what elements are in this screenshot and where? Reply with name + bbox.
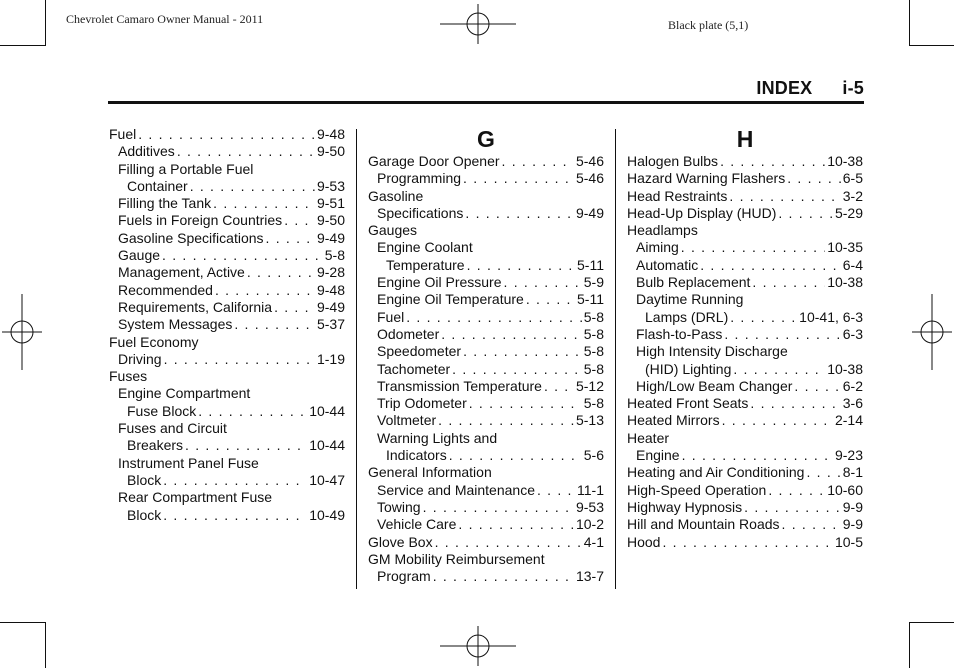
dot-leader [185, 437, 307, 454]
index-entry-page: 5-11 [577, 256, 604, 273]
index-entry-page: 6-5 [842, 170, 863, 187]
index-entry-text: Filling the Tank [118, 195, 212, 212]
dot-leader [806, 464, 840, 481]
dot-leader [164, 351, 315, 368]
index-entry-text: High/Low Beam Changer [636, 377, 793, 394]
index-entry-text: Instrument Panel Fuse [118, 454, 259, 471]
index-entry-page: 10-41, 6-3 [799, 308, 863, 325]
index-entry-page: 9-48 [316, 126, 345, 142]
registration-mark-top-icon [440, 4, 516, 44]
index-entry-page: 10-35 [827, 239, 863, 256]
index-entry [368, 343, 604, 360]
index-entry [627, 326, 863, 343]
index-entry [368, 361, 604, 378]
index-entry-page: 9-49 [316, 298, 345, 315]
dot-leader [700, 257, 841, 274]
index-entry-text: Odometer [377, 325, 440, 342]
index-entry-page: 5-8 [583, 308, 604, 325]
index-entry-text: Garage Door Opener [368, 153, 500, 169]
dot-leader [449, 447, 582, 464]
index-entry-page: 9-49 [575, 204, 604, 221]
index-entry-text: Gasoline Specifications [118, 229, 264, 246]
index-entry [627, 188, 863, 205]
index-entry-page: 5-9 [583, 274, 604, 291]
dot-leader [467, 257, 575, 274]
dot-leader [213, 195, 315, 212]
index-entry-page: 4-1 [583, 533, 604, 550]
index-entry-text: Glove Box [368, 533, 433, 550]
index-entry [368, 516, 604, 533]
index-entry-text: System Messages [118, 316, 233, 333]
index-entry-text: Specifications [377, 204, 464, 221]
dot-leader [274, 299, 315, 316]
dot-leader [782, 516, 841, 533]
index-entry-text: Fuses and Circuit [118, 420, 227, 437]
dot-leader [163, 472, 307, 489]
index-entry [368, 326, 604, 343]
index-entry [368, 447, 604, 464]
index-entry-page: 10-49 [309, 506, 345, 523]
index-entry-page: 9-53 [575, 498, 604, 515]
index-entry-page: 6-4 [842, 256, 863, 273]
index-entry-text: Lamps (DRL) [645, 308, 729, 325]
dot-leader [441, 326, 582, 343]
dot-leader [452, 361, 582, 378]
index-entry-text: Fuse Block [127, 402, 197, 419]
index-entry-text: Engine Oil Temperature [377, 291, 524, 308]
index-entry-page: 5-29 [834, 204, 863, 221]
index-entry-text: Engine Coolant [377, 239, 473, 256]
index-entry-page: 13-7 [575, 568, 604, 585]
dot-leader [504, 274, 582, 291]
dot-leader [768, 482, 825, 499]
dot-leader [682, 447, 833, 464]
index-entry-text: Program [377, 568, 431, 585]
dot-leader [722, 412, 833, 429]
dot-leader [433, 568, 574, 585]
index-entry [368, 412, 604, 429]
index-entry-text: Aiming [636, 239, 679, 256]
dot-leader [744, 499, 841, 516]
index-entry-page: 10-5 [834, 533, 863, 550]
index-entry [627, 222, 863, 239]
index-entry [368, 205, 604, 222]
index-entry-page: 5-8 [583, 325, 604, 342]
index-entry-page: 5-12 [575, 377, 604, 394]
dot-leader [794, 378, 840, 395]
index-entry-text: Block [127, 506, 162, 523]
index-entry [627, 153, 863, 170]
index-entry-page: 5-37 [316, 316, 345, 333]
index-entry-page: 9-50 [316, 212, 345, 229]
index-entry [368, 378, 604, 395]
index-entry-text: Fuel Economy [109, 333, 199, 350]
index-entry-text: Towing [377, 498, 421, 515]
dot-leader [163, 507, 307, 524]
index-entry-page: 10-47 [309, 471, 345, 488]
column-divider-1 [356, 129, 357, 589]
index-entry-text: Heating and Air Conditioning [627, 464, 805, 481]
index-entry [109, 368, 345, 385]
index-entry-text: Heated Mirrors [627, 412, 720, 429]
index-entry-text: Highway Hypnosis [627, 498, 743, 515]
index-entry [627, 309, 863, 326]
dot-leader [423, 499, 574, 516]
index-entry [627, 291, 863, 308]
dot-leader [463, 343, 582, 360]
index-entry-page: 6-3 [842, 325, 863, 342]
registration-mark-bottom-icon [440, 626, 516, 666]
index-entry [627, 534, 863, 551]
index-entry-text: Hazard Warning Flashers [627, 170, 786, 187]
index-entry-page: 9-49 [316, 229, 345, 246]
index-entry-text: Transmission Temperature [377, 377, 542, 394]
index-entry [627, 395, 863, 412]
index-entry [368, 534, 604, 551]
index-entry-text: Driving [118, 350, 162, 367]
index-column-1 [109, 126, 345, 524]
registration-mark-right-icon [912, 294, 952, 370]
index-entry-text: Flash-to-Pass [636, 325, 723, 342]
index-entry [109, 126, 345, 143]
dot-leader [537, 482, 575, 499]
index-entry-text: Halogen Bulbs [627, 153, 719, 169]
dot-leader [469, 395, 582, 412]
document-plate-label: Black plate (5,1) [668, 18, 749, 32]
crop-mark-bottom-left-horizontal [0, 622, 46, 623]
index-entry [627, 499, 863, 516]
index-entry-page: 9-50 [316, 143, 345, 160]
index-column-2 [368, 126, 604, 585]
dot-leader [787, 170, 841, 187]
index-entry-text: Container [127, 177, 188, 194]
crop-mark-top-left-vertical [45, 0, 46, 46]
dot-leader [190, 178, 315, 195]
dot-leader [778, 205, 833, 222]
index-entry-page: 5-46 [575, 153, 604, 169]
index-entry-text: Warning Lights and [377, 429, 498, 446]
index-entry-text: Trip Odometer [377, 395, 467, 412]
index-entry-page: 9-23 [834, 447, 863, 464]
index-entry-text: High Intensity Discharge [636, 343, 788, 360]
index-entry [109, 316, 345, 333]
index-entry [109, 385, 345, 402]
index-entry [627, 378, 863, 395]
index-entry [109, 195, 345, 212]
index-entry [368, 395, 604, 412]
index-entry [109, 507, 345, 524]
index-entry [109, 247, 345, 264]
index-entry-page: 10-38 [827, 153, 863, 169]
index-entry-text: Speedometer [377, 343, 462, 360]
index-entry [109, 351, 345, 368]
index-entry [627, 274, 863, 291]
index-entry-text: Indicators [386, 447, 447, 464]
index-entry-text: Engine Oil Pressure [377, 274, 502, 291]
index-entry [627, 447, 863, 464]
crop-mark-top-right-vertical [909, 0, 910, 46]
index-entry-text: Head Restraints [627, 187, 728, 204]
dot-leader [438, 412, 574, 429]
index-entry-text: Fuses [109, 368, 148, 385]
dot-leader [465, 205, 574, 222]
index-entry-text: GM Mobility Reimbursement [368, 550, 545, 567]
index-entry-text: Daytime Running [636, 291, 744, 308]
section-letter: G [477, 126, 495, 152]
index-entry-page: 5-8 [583, 360, 604, 377]
index-entry-page: 9-28 [316, 264, 345, 281]
running-head [756, 78, 864, 99]
index-entry-text: Programming [377, 170, 462, 187]
dot-leader [502, 153, 574, 170]
index-entry-page: 11-1 [577, 481, 604, 498]
index-entry-text: (HID) Lighting [645, 360, 732, 377]
dot-leader [198, 403, 307, 420]
dot-leader [724, 326, 840, 343]
index-entry [109, 334, 345, 351]
dot-leader [234, 316, 315, 333]
index-entry [627, 482, 863, 499]
index-entry [368, 464, 604, 481]
dot-leader [730, 309, 797, 326]
dot-leader [662, 534, 833, 551]
index-entry-text: Gasoline [368, 187, 424, 204]
index-entry-page: 6-2 [842, 377, 863, 394]
index-entry-page: 10-38 [827, 360, 863, 377]
index-entry-text: Management, Active [118, 264, 245, 281]
dot-leader [750, 395, 840, 412]
index-entry-text: High-Speed Operation [627, 481, 767, 498]
index-entry-page: 1-19 [316, 350, 345, 367]
index-entry [368, 274, 604, 291]
index-entry [109, 299, 345, 316]
index-entry [368, 153, 604, 170]
index-entry-text: Breakers [127, 437, 184, 454]
index-entry [109, 489, 345, 506]
index-entry [368, 257, 604, 274]
dot-leader [544, 378, 574, 395]
index-entry-page: 8-1 [842, 464, 863, 481]
index-entry-text: Hood [627, 533, 661, 550]
index-entry-text: Filling a Portable Fuel [118, 160, 254, 177]
index-entry-page: 5-46 [575, 170, 604, 187]
index-entry-text: Block [127, 471, 162, 488]
index-entry [368, 170, 604, 187]
index-entry-page: 5-8 [583, 395, 604, 412]
crop-mark-bottom-left-vertical [45, 622, 46, 668]
index-entry-text: Engine Compartment [118, 385, 251, 402]
index-entry-page: 5-13 [575, 412, 604, 429]
dot-leader [729, 188, 840, 205]
index-entry [368, 188, 604, 205]
index-entry-page: 2-14 [834, 412, 863, 429]
index-entry-text: Fuel [109, 126, 137, 142]
index-entry-text: Rear Compartment Fuse [118, 489, 273, 506]
index-column-3 [627, 126, 863, 551]
index-entry [109, 178, 345, 195]
dot-leader [138, 126, 315, 143]
index-entry [627, 343, 863, 360]
index-entry-text: Vehicle Care [377, 516, 457, 533]
index-entry-text: Head-Up Display (HUD) [627, 204, 777, 221]
index-entry-page: 5-8 [583, 343, 604, 360]
dot-leader [526, 291, 575, 308]
index-entry-text: Fuel [377, 308, 405, 325]
dot-leader [752, 274, 825, 291]
index-entry-text: Heater [627, 429, 670, 446]
dot-leader [177, 143, 315, 160]
index-entry-page: 5-8 [324, 247, 345, 264]
index-entry-page: 9-48 [316, 281, 345, 298]
index-entry-text: Bulb Replacement [636, 274, 751, 291]
index-entry [109, 420, 345, 437]
index-entry [368, 482, 604, 499]
index-entry [109, 212, 345, 229]
dot-leader [162, 247, 323, 264]
index-entry [109, 455, 345, 472]
dot-leader [284, 212, 315, 229]
crop-mark-top-left-horizontal [0, 45, 46, 46]
index-entry-text: Tachometer [377, 360, 451, 377]
index-entry-page: 10-44 [309, 402, 345, 419]
index-entry-page: 9-51 [316, 195, 345, 212]
index-entry [368, 430, 604, 447]
index-entry-page: 9-53 [316, 177, 345, 194]
index-entry-page: 5-6 [583, 447, 604, 464]
document-header-title: Chevrolet Camaro Owner Manual - 2011 [66, 12, 264, 26]
dot-leader [406, 309, 582, 326]
index-entry [109, 143, 345, 160]
index-entry-page: 10-2 [575, 516, 604, 533]
dot-leader [733, 361, 825, 378]
index-entry-page: 10-38 [827, 274, 863, 291]
dot-leader [266, 230, 315, 247]
index-entry [368, 291, 604, 308]
dot-leader [247, 264, 315, 281]
dot-leader [458, 516, 574, 533]
index-entry [627, 516, 863, 533]
index-entry-text: Engine [636, 447, 680, 464]
index-entry-page: 10-44 [309, 437, 345, 454]
index-entry-page: 3-6 [842, 395, 863, 412]
index-entry [368, 222, 604, 239]
index-entry [109, 403, 345, 420]
index-entry [368, 551, 604, 568]
index-entry-page: 10-60 [827, 481, 863, 498]
index-entry-text: Service and Maintenance [377, 481, 535, 498]
header-rule [108, 101, 864, 104]
dot-leader [463, 170, 574, 187]
index-entry [368, 309, 604, 326]
index-entry-text: Requirements, California [118, 298, 273, 315]
index-entry-text: Heated Front Seats [627, 395, 749, 412]
index-entry [109, 282, 345, 299]
index-entry [368, 239, 604, 256]
index-entry-text: Gauge [118, 247, 161, 264]
index-entry-text: Voltmeter [377, 412, 437, 429]
index-entry [627, 464, 863, 481]
index-entry-text: Temperature [386, 256, 465, 273]
index-entry [109, 161, 345, 178]
index-entry-text: Recommended [118, 281, 213, 298]
crop-mark-bottom-right-vertical [909, 622, 910, 668]
index-entry [109, 264, 345, 281]
index-entry-text: Hill and Mountain Roads [627, 516, 780, 533]
page-number: i-5 [842, 78, 864, 98]
index-entry-text: Headlamps [627, 222, 698, 239]
registration-mark-left-icon [2, 294, 42, 370]
index-entry [109, 230, 345, 247]
dot-leader [720, 153, 825, 170]
index-entry-text: Fuels in Foreign Countries [118, 212, 283, 229]
dot-leader [215, 282, 315, 299]
index-entry-text: Automatic [636, 256, 699, 273]
index-entry [627, 257, 863, 274]
index-entry [627, 412, 863, 429]
index-entry [109, 472, 345, 489]
index-entry-page: 9-9 [842, 516, 863, 533]
section-title: INDEX [756, 78, 813, 98]
column-divider-2 [615, 129, 616, 589]
index-entry [368, 499, 604, 516]
dot-leader [681, 239, 825, 256]
index-entry-text: Gauges [368, 222, 418, 239]
index-entry [627, 170, 863, 187]
dot-leader [435, 534, 582, 551]
crop-mark-top-right-horizontal [909, 45, 954, 46]
index-entry-text: General Information [368, 464, 492, 481]
index-entry [627, 205, 863, 222]
index-entry-page: 3-2 [842, 187, 863, 204]
crop-mark-bottom-right-horizontal [909, 622, 954, 623]
index-entry [627, 239, 863, 256]
index-entry-text: Additives [118, 143, 175, 160]
index-entry [109, 437, 345, 454]
section-letter: H [736, 126, 754, 152]
index-entry-page: 9-9 [842, 498, 863, 515]
index-entry [627, 430, 863, 447]
index-entry-page: 5-11 [577, 291, 604, 308]
index-entry [627, 361, 863, 378]
index-entry [368, 568, 604, 585]
